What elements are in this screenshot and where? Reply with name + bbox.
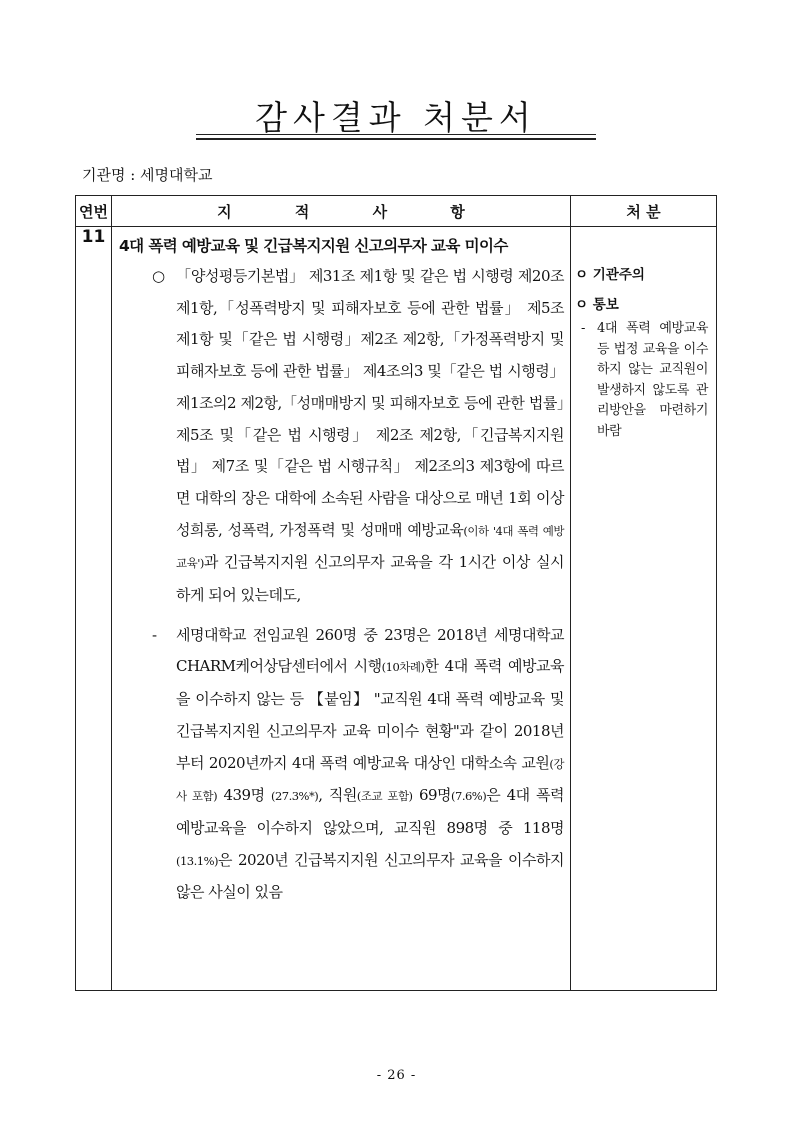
facts-text-a: 세명대학교 전임교원 260명 중 23명은 2018년 세명대학교 CHARM케어상담센터에서 시행	[176, 625, 564, 676]
legal-basis-end: 과 긴급복지지원 신고의무자 교육을 각 1시간 이상 실시하게 되어 있는데도,	[176, 553, 564, 605]
action-notification: ㅇ 통보	[575, 297, 619, 313]
facts-text-g: 은 2020년 긴급복지지원 신고의무자 교육을 이수하지 않은 사실이 있음	[176, 850, 564, 902]
legal-basis-text: 「양성평등기본법」 제31조 제1항 및 같은 법 시행령 제20조 제1항,「성폭력방지 및 피해자보호 등에 관한 법률」 제5조 제1항 및「같은 법 시행령」제2조 제2항,「가정폭력방지 및 피해자보호 등에 관한 법률」 제4조의3 및「같은 법 시행령」 제1조의2 제2항,「성매매방지 및 피해자보호 등에 관한 법률」제5조 및「같은 법 시행령」 제2조 제2항,「긴급복지지원법」 제7조 및「같은 법 시행규칙」 제2조의3 제3항에 따르면 대학의 장은 대학에 소속된 사람을 대상으로 매년 1회 이상 성희롱, 성폭력, 가정폭력 및 성매매 예방교육	[176, 267, 564, 539]
circle-bullet: ○	[152, 267, 165, 285]
title-underline-thick	[196, 138, 596, 140]
facts-note-b: (강사 포함)	[176, 756, 564, 804]
audit-table	[75, 195, 717, 991]
table-header-row	[76, 196, 717, 227]
facts-text-e: 69명	[412, 786, 452, 805]
dash-bullet: -	[152, 625, 157, 644]
header-number: 연번	[76, 196, 112, 227]
facts-note-f: (13.1%)	[176, 853, 219, 868]
action-cell	[571, 227, 717, 991]
row-number: 11	[76, 227, 112, 991]
dash-bullet: -	[581, 321, 585, 336]
legal-basis-note: (이하 '4대 폭력 예방교육')	[176, 523, 564, 571]
finding-paragraph-facts	[152, 620, 564, 909]
facts-note-e: (7.6%)	[451, 789, 487, 804]
finding-paragraph-legal-basis	[152, 261, 564, 612]
facts-text-f: 은 4대 폭력 예방교육을 이수하지 않았으며, 교직원 898명 중 118명	[176, 786, 564, 837]
organization-line: 기관명 : 세명대학교	[82, 166, 213, 184]
facts-note-d: (조교 포함)	[356, 789, 413, 804]
header-findings: 지 적 사 항	[112, 196, 571, 227]
action-detail	[581, 319, 708, 442]
facts-text-c: 439명	[217, 786, 271, 805]
finding-subject: 4대 폭력 예방교육 및 긴급복지지원 신고의무자 교육 미이수	[119, 237, 508, 255]
facts-text-b: 한 4대 폭력 예방교육을 이수하지 않는 등 【붙임】 "교직원 4대 폭력 예방교육 및 긴급복지지원 신고의무자 교육 미이수 현황"과 같이 2018년부터 2020년까지 4대 폭력 예방교육 대상인 대학소속 교원	[176, 657, 564, 772]
table-row	[76, 227, 717, 991]
facts-note-a: (10차례)	[381, 660, 425, 675]
document-title: 감사결과 처분서	[255, 98, 537, 137]
facts-text-d: , 직원	[318, 786, 357, 805]
action-institution-warning: ㅇ 기관주의	[575, 267, 645, 283]
page-number: - 26 -	[376, 1068, 417, 1083]
header-action: 처 분	[571, 196, 717, 227]
facts-note-c: (27.3%*)	[270, 789, 319, 804]
findings-cell	[112, 227, 571, 991]
action-detail-text: 4대 폭력 예방교육 등 법정 교육을 이수하지 않는 교직원이 발생하지 않도록 관리방안을 마련하기 바람	[597, 321, 708, 439]
title-underline-thin	[196, 134, 596, 135]
